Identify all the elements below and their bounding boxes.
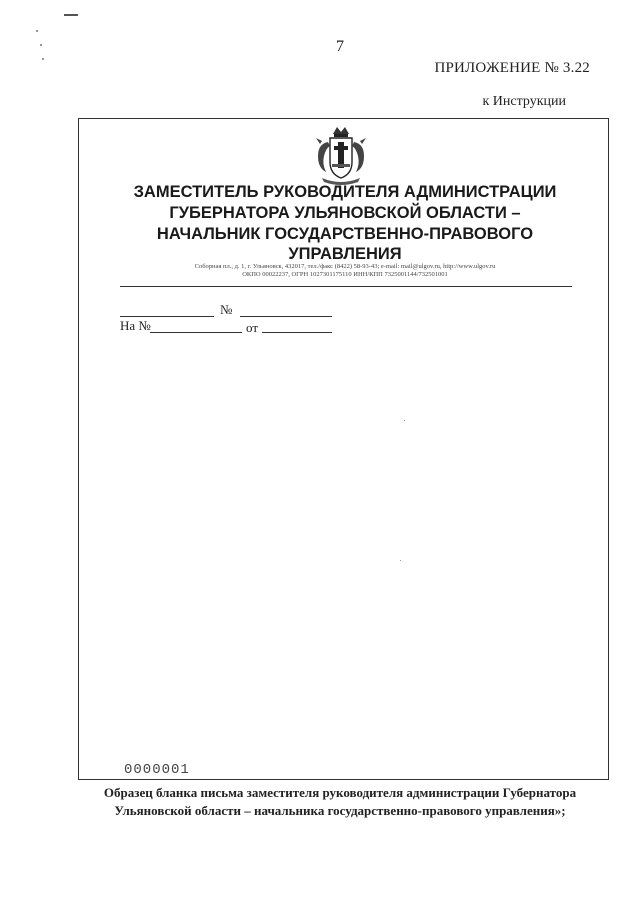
letterhead-divider [120, 286, 572, 287]
letterhead-contacts-line-2: ОКПО 00022237, ОГРН 1027301175110 ИНН/КПП 7325001144/732501001 [242, 271, 448, 278]
outgoing-date-field[interactable] [120, 316, 214, 317]
caption-line-2: Ульяновской области – начальника государственно-правового управления»; [114, 803, 566, 818]
ulyanovsk-coat-of-arms-icon [306, 124, 376, 188]
scan-mark [64, 14, 78, 16]
scan-dot [40, 44, 42, 46]
reply-to-number-field[interactable] [150, 332, 242, 333]
letterhead-title-line-2: ГУБЕРНАТОРА УЛЬЯНОВСКОЙ ОБЛАСТИ – [169, 204, 521, 222]
caption-line-1: Образец бланка письма заместителя руководителя администрации Губернатора [103, 785, 577, 800]
scan-dot [42, 58, 44, 60]
scan-dot [400, 560, 401, 561]
scan-dot [36, 30, 38, 32]
form-serial-number: 0000001 [124, 762, 190, 778]
letterhead-title-line-3: НАЧАЛЬНИК ГОСУДАРСТВЕННО-ПРАВОВОГО УПРАВЛЕНИЯ [156, 225, 534, 263]
scan-dot [404, 420, 405, 421]
appendix-label: ПРИЛОЖЕНИЕ № 3.22 [434, 60, 590, 76]
from-label: от [246, 320, 259, 335]
reply-to-label: На № [120, 318, 151, 333]
letterhead-contacts-line-1: Соборная пл., д. 1, г. Ульяновск, 432017, тел./факс (8422) 58-93-43; e-mail: mail@ulgov.ru, http://www.ulgov.ru [194, 263, 496, 270]
instruction-reference: к Инструкции [482, 94, 566, 109]
outgoing-number-field[interactable] [240, 316, 332, 317]
number-sign-label: № [220, 302, 233, 317]
reply-to-date-field[interactable] [262, 332, 332, 333]
page-number: 7 [336, 38, 344, 55]
letterhead-title-line-1: ЗАМЕСТИТЕЛЬ РУКОВОДИТЕЛЯ АДМИНИСТРАЦИИ [133, 183, 557, 201]
